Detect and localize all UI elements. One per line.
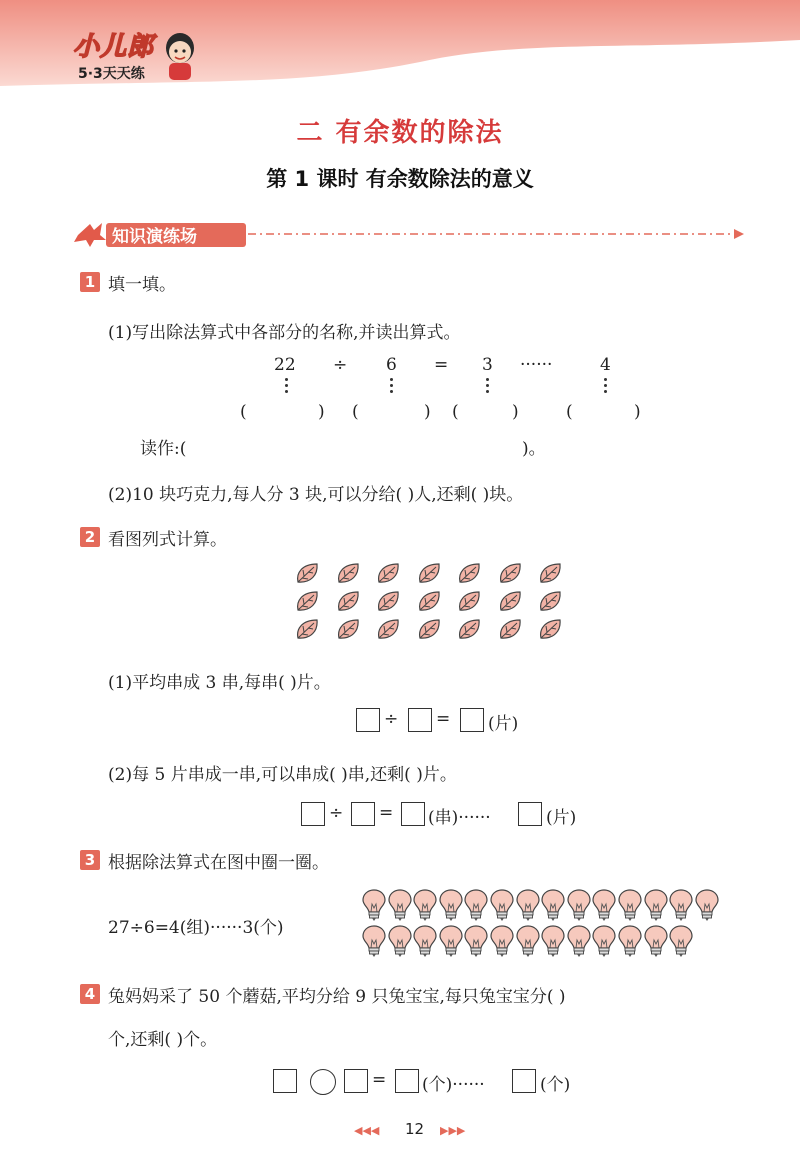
- q4-equal-sign: =: [372, 1070, 387, 1090]
- eq-quotient: 3: [482, 355, 493, 375]
- blank-close-2: ): [424, 402, 431, 422]
- footer-left-arrows: ◀◀◀: [354, 1124, 380, 1137]
- light-bulb-icon: [413, 889, 437, 923]
- q1-part1: (1)写出除法算式中各部分的名称,并读出算式。: [108, 323, 461, 343]
- light-bulb-icon: [644, 925, 668, 959]
- answer-box[interactable]: [512, 1069, 536, 1093]
- eq2-unit2: (片): [546, 808, 577, 828]
- answer-box[interactable]: [351, 802, 375, 826]
- logo-subtitle: 5·3天天练: [78, 66, 145, 82]
- read-end: )。: [522, 439, 546, 459]
- leaf-icon: [417, 589, 443, 613]
- eq-dots: ······: [520, 355, 553, 375]
- q2-part1: (1)平均串成 3 串,每串( )片。: [108, 673, 331, 693]
- unit-title: 二 有余数的除法: [296, 118, 504, 148]
- q1-title: 填一填。: [108, 275, 176, 295]
- vdots-remainder: [604, 378, 608, 396]
- q4-unit1: (个)······: [422, 1075, 485, 1095]
- leaf-icon: [376, 589, 402, 613]
- blank-close-4: ): [634, 402, 641, 422]
- q3-equation: 27÷6=4(组)······3(个): [108, 918, 284, 938]
- light-bulb-icon: [490, 925, 514, 959]
- light-bulb-icon: [567, 889, 591, 923]
- blank-open-4: (: [566, 402, 573, 422]
- light-bulb-icon: [464, 889, 488, 923]
- leaf-icon: [538, 561, 564, 585]
- light-bulb-icon: [669, 925, 693, 959]
- light-bulb-icon: [567, 925, 591, 959]
- light-bulb-icon: [592, 889, 616, 923]
- light-bulb-icon: [695, 889, 719, 923]
- answer-box[interactable]: [408, 708, 432, 732]
- eq2-equal-sign: =: [379, 803, 394, 823]
- q2-part2: (2)每 5 片串成一串,可以串成( )串,还剩( )片。: [108, 765, 457, 785]
- blank-open-2: (: [352, 402, 359, 422]
- light-bulb-icon: [388, 889, 412, 923]
- answer-box[interactable]: [401, 802, 425, 826]
- boy-mascot-icon: [162, 30, 198, 82]
- leaf-icon: [417, 617, 443, 641]
- leaf-icon: [417, 561, 443, 585]
- light-bulb-icon: [362, 889, 386, 923]
- leaf-icon: [457, 617, 483, 641]
- light-bulb-icon: [439, 889, 463, 923]
- eq2-div-sign: ÷: [329, 803, 344, 823]
- lesson-title: 第 1 课时 有余数除法的意义: [266, 167, 534, 191]
- eq-divisor: 6: [386, 355, 397, 375]
- light-bulb-icon: [516, 925, 540, 959]
- question-number-4: 4: [80, 984, 100, 1004]
- answer-box[interactable]: [344, 1069, 368, 1093]
- answer-box[interactable]: [356, 708, 380, 732]
- question-number-2: 2: [80, 527, 100, 547]
- eq-remainder: 4: [600, 355, 611, 375]
- answer-box[interactable]: [518, 802, 542, 826]
- light-bulb-icon: [541, 889, 565, 923]
- answer-box[interactable]: [460, 708, 484, 732]
- leaf-icon: [498, 589, 524, 613]
- leaf-icon: [538, 617, 564, 641]
- light-bulb-icon: [362, 925, 386, 959]
- leaf-icon: [336, 589, 362, 613]
- leaf-icon: [295, 561, 321, 585]
- footer-right-arrows: ▶▶▶: [440, 1124, 466, 1137]
- read-label: 读作:(: [140, 439, 187, 459]
- light-bulb-icon: [439, 925, 463, 959]
- leaf-icon: [295, 617, 321, 641]
- q3-title: 根据除法算式在图中圈一圈。: [108, 853, 329, 873]
- leaf-icon: [498, 617, 524, 641]
- vdots-quotient: [486, 378, 490, 396]
- leaf-icon: [336, 617, 362, 641]
- light-bulb-icon: [669, 889, 693, 923]
- light-bulb-icon: [618, 925, 642, 959]
- answer-box[interactable]: [273, 1069, 297, 1093]
- leaf-icon: [538, 589, 564, 613]
- leaf-icon: [336, 561, 362, 585]
- q2-title: 看图列式计算。: [108, 530, 227, 550]
- question-number-3: 3: [80, 850, 100, 870]
- answer-box[interactable]: [301, 802, 325, 826]
- question-number-1: 1: [80, 272, 100, 292]
- logo-title: 小儿郎: [73, 32, 155, 62]
- light-bulb-icon: [644, 889, 668, 923]
- light-bulb-icon: [592, 925, 616, 959]
- blank-open-1: (: [240, 402, 247, 422]
- section-label: 知识演练场: [112, 227, 197, 247]
- light-bulb-icon: [413, 925, 437, 959]
- q4-unit2: (个): [540, 1075, 571, 1095]
- section-dashed-rule: [248, 228, 748, 240]
- operator-circle[interactable]: [310, 1069, 336, 1095]
- leaf-icon: [457, 561, 483, 585]
- light-bulb-icon: [618, 889, 642, 923]
- leaf-icon: [376, 561, 402, 585]
- light-bulb-icon: [388, 925, 412, 959]
- vdots-divisor: [390, 378, 394, 396]
- q4-line2: 个,还剩( )个。: [108, 1030, 218, 1050]
- vdots-dividend: [285, 378, 289, 396]
- eq1-equal-sign: =: [436, 709, 451, 729]
- blank-close-3: ): [512, 402, 519, 422]
- eq2-unit1: (串)······: [428, 808, 491, 828]
- answer-box[interactable]: [395, 1069, 419, 1093]
- light-bulb-icon: [516, 889, 540, 923]
- blank-open-3: (: [452, 402, 459, 422]
- eq1-div-sign: ÷: [384, 709, 399, 729]
- light-bulb-icon: [490, 889, 514, 923]
- eq-equal-sign: =: [434, 355, 449, 375]
- blank-close-1: ): [318, 402, 325, 422]
- eq-dividend: 22: [274, 355, 296, 375]
- leaf-icon: [295, 589, 321, 613]
- q1-part2: (2)10 块巧克力,每人分 3 块,可以分给( )人,还剩( )块。: [108, 485, 524, 505]
- page-number: 12: [405, 1120, 425, 1138]
- eq1-unit: (片): [488, 714, 519, 734]
- leaf-icon: [376, 617, 402, 641]
- light-bulb-icon: [541, 925, 565, 959]
- q4-line1: 兔妈妈采了 50 个蘑菇,平均分给 9 只兔宝宝,每只兔宝宝分( ): [108, 987, 566, 1007]
- light-bulb-icon: [464, 925, 488, 959]
- leaf-icon: [457, 589, 483, 613]
- eq-div-sign: ÷: [333, 355, 348, 375]
- leaf-icon: [498, 561, 524, 585]
